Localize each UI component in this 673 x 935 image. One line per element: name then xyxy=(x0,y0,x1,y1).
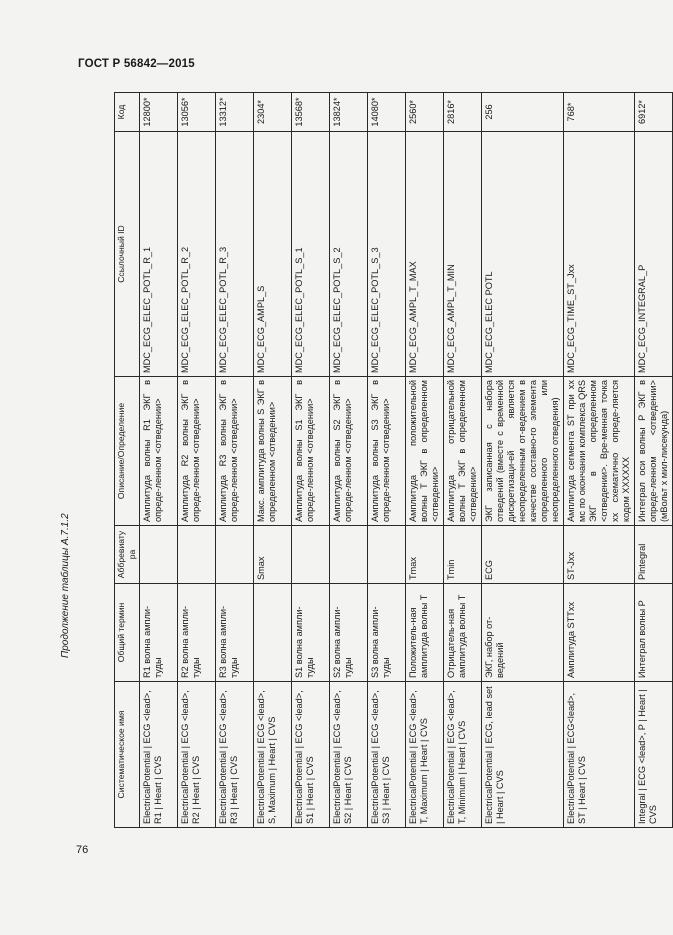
table-header-row xyxy=(115,93,140,828)
cell-code: 13824* xyxy=(330,93,368,132)
terms-table xyxy=(114,92,673,828)
cell-common-term: R2 волна ампли-туды xyxy=(178,584,216,682)
cell-code: 256 xyxy=(482,93,564,132)
cell-code: 768* xyxy=(564,93,635,132)
rotated-table-container xyxy=(114,93,669,828)
col-header-code: Код xyxy=(115,93,140,132)
cell-description: ЭКГ записанная с набора отведений (вместе с временной дискретизаци-ей является неопределенным от-ведением в качестве составно-го элемента определенного или неопределенного отведения) xyxy=(482,377,564,526)
cell-reference-id: MDC_ECG_TIME_ST_Jxx xyxy=(564,132,635,377)
cell-abbreviation xyxy=(140,526,178,584)
cell-common-term: R3 волна ампли-туды xyxy=(216,584,254,682)
col-header-common-term: Общий термин xyxy=(115,584,140,682)
col-header-abbreviation: Аббревиатура xyxy=(115,526,140,584)
col-header-reference-id: Ссылочный ID xyxy=(115,132,140,377)
cell-systematic-name: ElectricalPotential | ECG, lead set | Heart | CVS xyxy=(482,682,564,828)
cell-systematic-name: ElectricalPotential | ECG <lead>, R2 | Heart | CVS xyxy=(178,682,216,828)
cell-description: Амплитуда положительной волны Т ЭКГ в определенном <отведении> xyxy=(406,377,444,526)
cell-abbreviation xyxy=(292,526,330,584)
cell-code: 12800* xyxy=(140,93,178,132)
cell-reference-id: MDC_ECG_ELEC POTL xyxy=(482,132,564,377)
cell-common-term: Амплитуда STTxx xyxy=(564,584,635,682)
cell-common-term: Положитель-ная амплитуда волны Т xyxy=(406,584,444,682)
continuation-label: Продолжение таблицы А.7.1.2 xyxy=(60,513,71,658)
cell-code: 13568* xyxy=(292,93,330,132)
cell-code: 2816* xyxy=(444,93,482,132)
cell-abbreviation: Tmin xyxy=(444,526,482,584)
cell-code: 13312* xyxy=(216,93,254,132)
cell-common-term: S1 волна ампли-туды xyxy=(292,584,330,682)
cell-description: Амплитуда R3 волны ЭКГ в опреде-ленном <отведении> xyxy=(216,377,254,526)
cell-reference-id: MDC_ECG_AMPL_T_MAX xyxy=(406,132,444,377)
cell-description: Амплитуда волны S1 ЭКГ в опреде-ленном <отведении> xyxy=(292,377,330,526)
cell-reference-id: MDC_ECG_AMPL_S xyxy=(254,132,292,377)
cell-abbreviation: ST-Jxx xyxy=(564,526,635,584)
cell-description: Амплитуда волны S2 ЭКГ в опреде-ленном <отведении> xyxy=(330,377,368,526)
cell-reference-id: MDC_ECG_ELEC_POTL_R_3 xyxy=(216,132,254,377)
cell-abbreviation xyxy=(216,526,254,584)
cell-abbreviation: Tmax xyxy=(406,526,444,584)
cell-abbreviation xyxy=(178,526,216,584)
cell-reference-id: MDC_ECG_INTEGRAL_P xyxy=(635,132,673,377)
cell-common-term: ЭКГ, набор от-ведений xyxy=(482,584,564,682)
table-row xyxy=(292,93,330,828)
table-row xyxy=(564,93,635,828)
table-row xyxy=(178,93,216,828)
cell-reference-id: MDC_ECG_AMPL_T_MIN xyxy=(444,132,482,377)
col-header-description: Описание/Определение xyxy=(115,377,140,526)
cell-systematic-name: ElectricalPotential | ECG <lead>, R1 | Heart | CVS xyxy=(140,682,178,828)
cell-systematic-name: ElectricalPotential | ECG <lead>, S1 | Heart | CVS xyxy=(292,682,330,828)
cell-code: 2560* xyxy=(406,93,444,132)
cell-reference-id: MDC_ECG_ELEC_POTL_S_3 xyxy=(368,132,406,377)
table-row xyxy=(216,93,254,828)
cell-systematic-name: ElectricalPotential | ECG <lead>, T, Minimum | Heart | CVS xyxy=(444,682,482,828)
table-row xyxy=(140,93,178,828)
cell-abbreviation xyxy=(330,526,368,584)
cell-systematic-name: ElectricalPotential | ECG <lead>, S, Maximum | Heart | CVS xyxy=(254,682,292,828)
cell-abbreviation xyxy=(368,526,406,584)
cell-systematic-name: Integral | ECG <lead>, P | Heart | CVS xyxy=(635,682,673,828)
cell-common-term xyxy=(254,584,292,682)
table-caption xyxy=(60,513,71,668)
cell-common-term: S3 волна ампли-туды xyxy=(368,584,406,682)
table-row xyxy=(368,93,406,828)
cell-description: Амплитуда сегмента ST при xx мс по окончании комплекса QRS ЭКГ в определенном <отведении>. Вре-менная точка xx схематично опреде-ляется кодом XXXXXX xyxy=(564,377,635,526)
cell-code: 6912* xyxy=(635,93,673,132)
cell-code: 2304* xyxy=(254,93,292,132)
cell-description: Амплитуда волны S3 ЭКГ в опреде-ленном <отведении> xyxy=(368,377,406,526)
cell-common-term: Отрицатель-ная амплитуда волны Т xyxy=(444,584,482,682)
table-row xyxy=(635,93,673,828)
cell-abbreviation: Pintegral xyxy=(635,526,673,584)
table-row xyxy=(482,93,564,828)
cell-reference-id: MDC_ECG_ELEC_POTL_S_1 xyxy=(292,132,330,377)
cell-systematic-name: ElectricalPotential | ECG<lead>, ST | Heart | CVS xyxy=(564,682,635,828)
cell-abbreviation: ECG xyxy=(482,526,564,584)
cell-reference-id: MDC_ECG_ELEC_POTL_R_2 xyxy=(178,132,216,377)
page-number: 76 xyxy=(76,844,89,856)
col-header-systematic-name: Систематическое имя xyxy=(115,682,140,828)
cell-common-term: S2 волна ампли-туды xyxy=(330,584,368,682)
cell-abbreviation: Smax xyxy=(254,526,292,584)
cell-description: Амплитуда R2 волны ЭКГ в опреде-ленном <отведении> xyxy=(178,377,216,526)
cell-common-term: Интеграл волны P xyxy=(635,584,673,682)
cell-systematic-name: ElectricalPotential | ECG <lead>, R3 | Heart | CVS xyxy=(216,682,254,828)
cell-reference-id: MDC_ECG_ELEC_POTL_R_1 xyxy=(140,132,178,377)
cell-description: Амплитуда отрицательной волны Т ЭКГ в определенном <отведении> xyxy=(444,377,482,526)
document-header: ГОСТ Р 56842—2015 xyxy=(78,58,195,70)
cell-common-term: R1 волна ампли-туды xyxy=(140,584,178,682)
cell-systematic-name: ElectricalPotential | ECG <lead>, T, Maximum | Heart | CVS xyxy=(406,682,444,828)
cell-code: 14080* xyxy=(368,93,406,132)
cell-description: Амплитуда волны R1 ЭКГ в опреде-ленном <отведении> xyxy=(140,377,178,526)
table-row xyxy=(406,93,444,828)
cell-systematic-name: ElectricalPotential | ECG <lead>, S3 | Heart | CVS xyxy=(368,682,406,828)
table-row xyxy=(254,93,292,828)
cell-systematic-name: ElectricalPotential | ECG <lead>, S2 | Heart | CVS xyxy=(330,682,368,828)
cell-description: Интеграл оси волны P ЭКГ в опреде-ленном <отведении> (мВольт x мил-лисекунда) xyxy=(635,377,673,526)
table-row xyxy=(330,93,368,828)
cell-description: Макс. амплитуда волны S ЭКГ в определенном <отведении> xyxy=(254,377,292,526)
cell-reference-id: MDC_ECG_ELEC_POTL_S_2 xyxy=(330,132,368,377)
cell-code: 13056* xyxy=(178,93,216,132)
table-row xyxy=(444,93,482,828)
